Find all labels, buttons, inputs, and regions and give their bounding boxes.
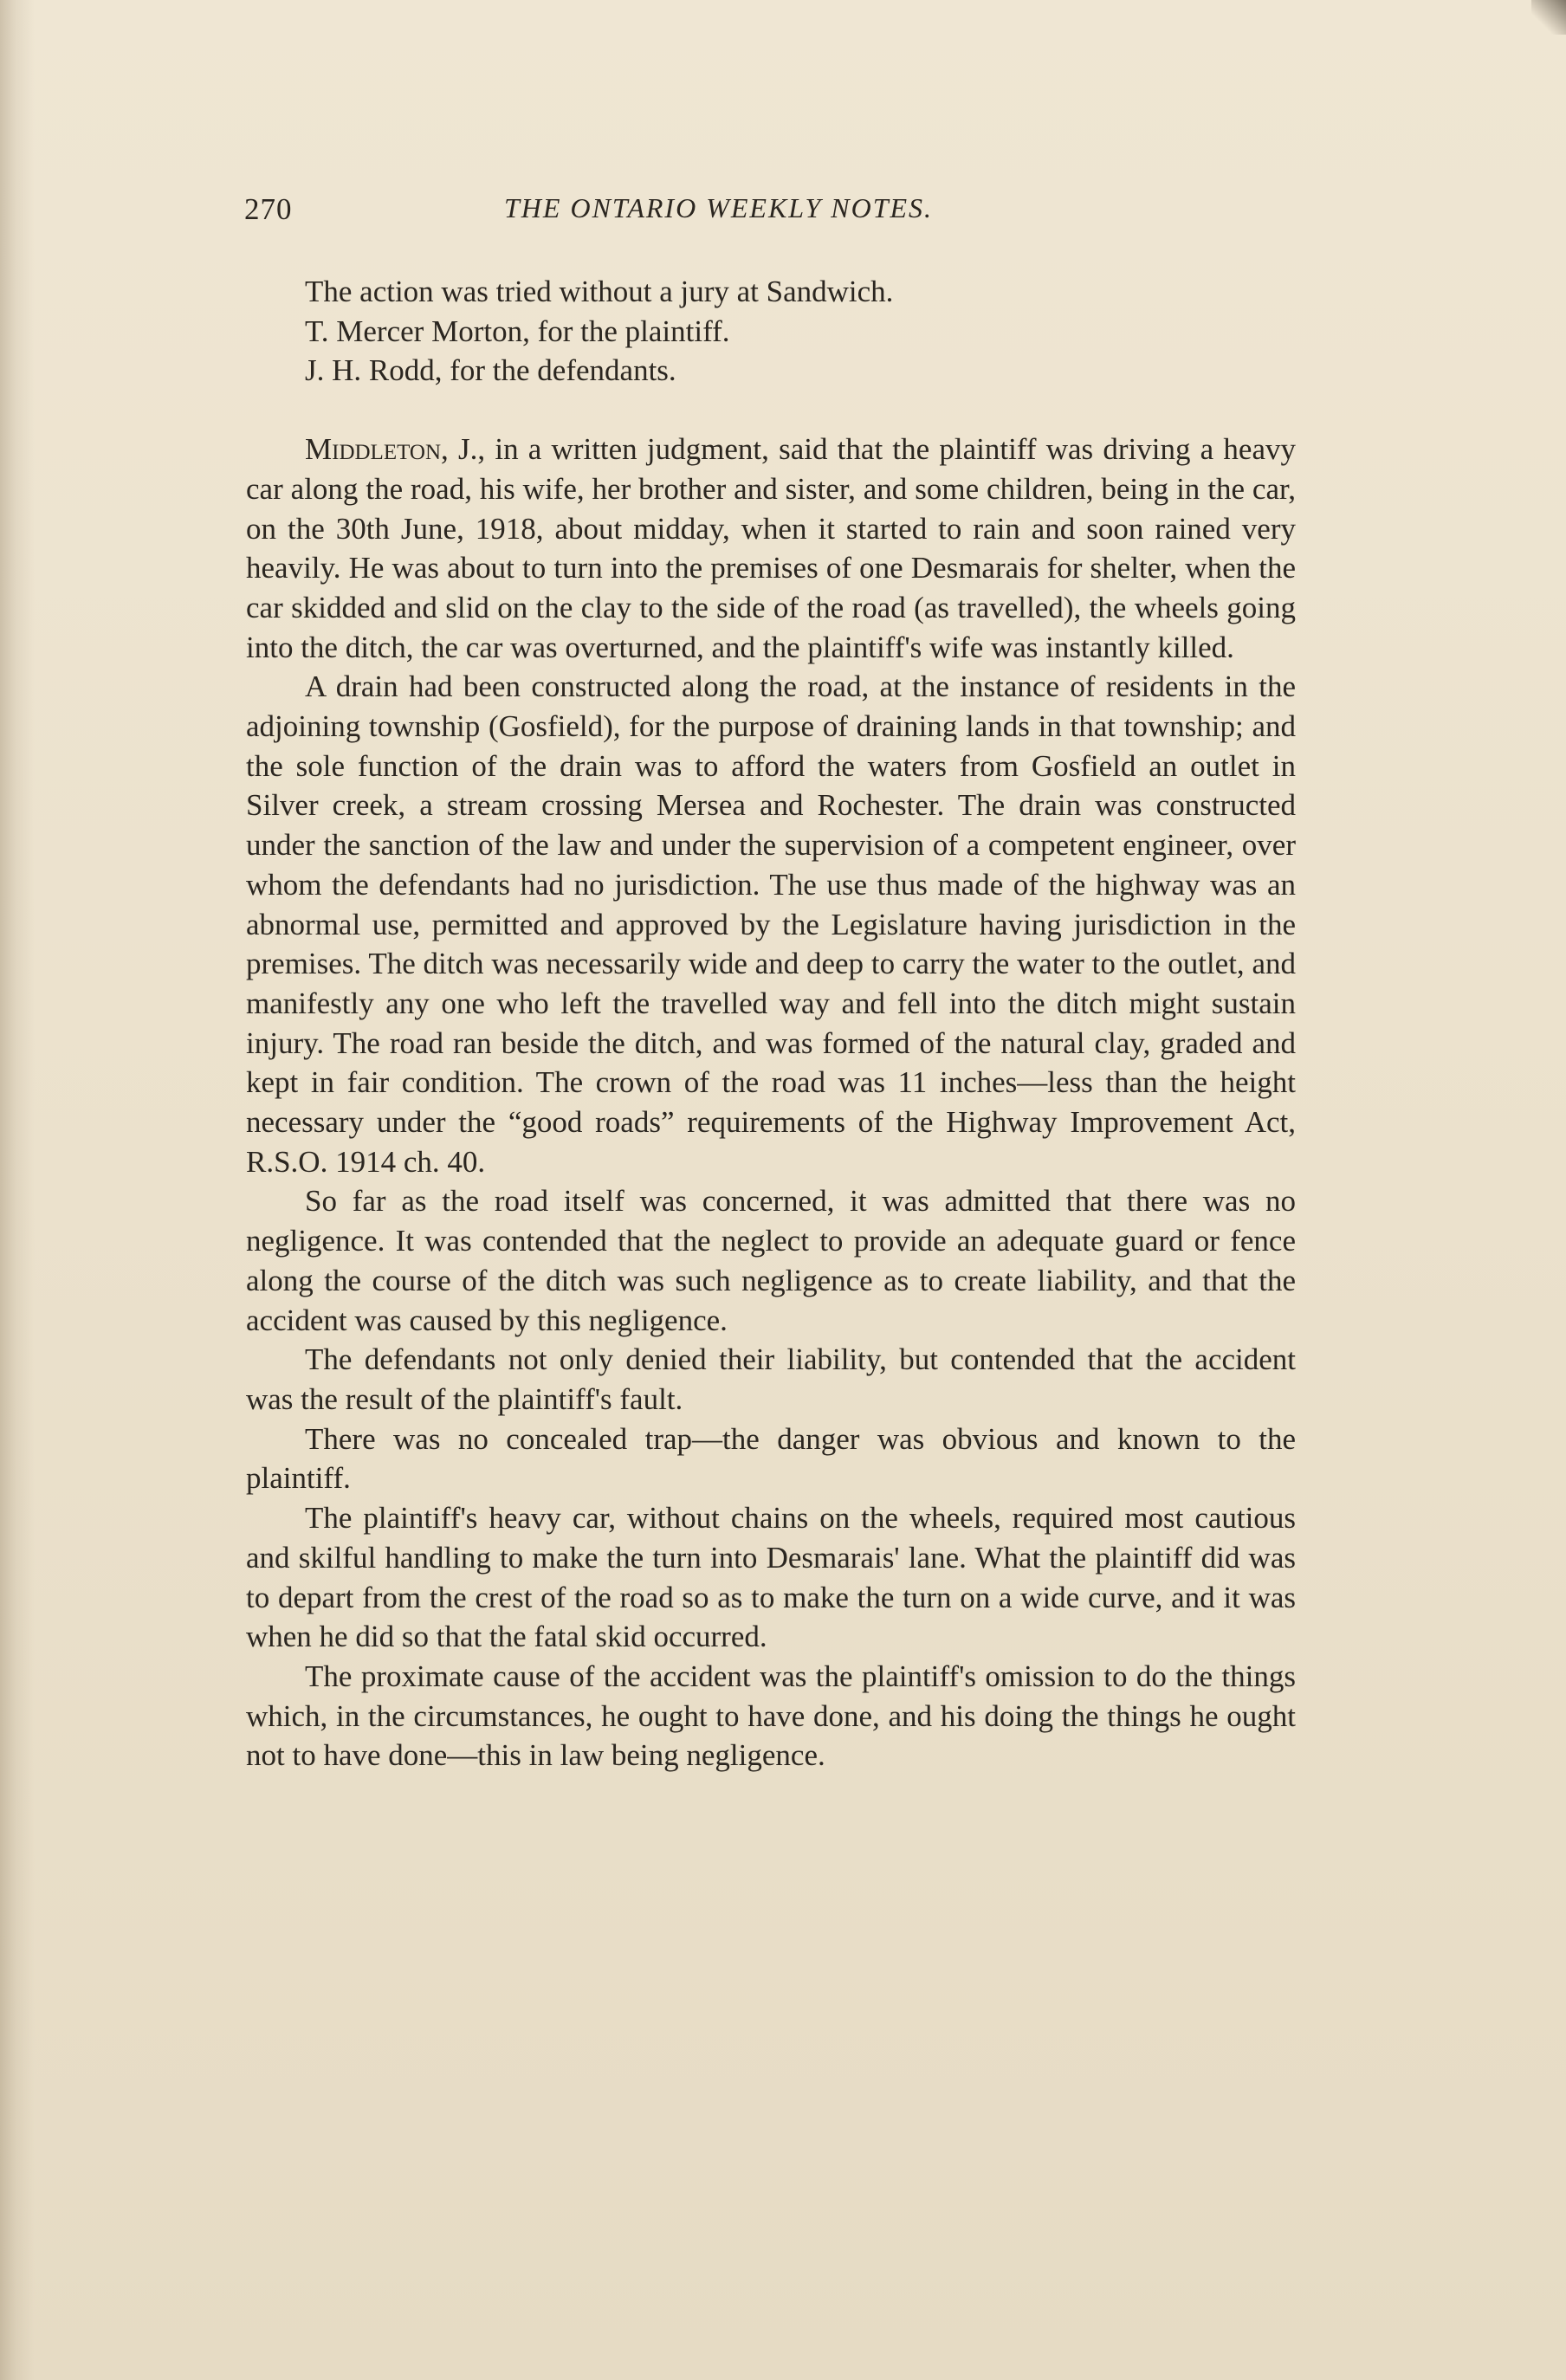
judge-name: Middleton	[305, 432, 442, 467]
paragraph-negligence-claim: So far as the road itself was concerned, it was admitted that there was no negligence. It was contended that the neglect to provide an adequate guard or fence along the course of the ditch was such negligence as to create liability, and that the accident was caused by this negligence.	[246, 1184, 1296, 1337]
paragraph-no-trap: There was no concealed trap—the danger was obvious and known to the plaintiff.	[246, 1421, 1296, 1496]
paragraph-defendant-counsel: J. H. Rodd, for the defendants.	[305, 353, 676, 388]
paragraph-judgment-opening	[246, 430, 1296, 667]
paragraph-heavy-car: The plaintiff's heavy car, without chains on the wheels, required most cautious and skilful handling to make the turn into Desmarais' lane. What the plaintiff did was to depart from the crest of the road so as to make the turn on a wide curve, and it was when he did so that the fatal skid occurred.	[246, 1501, 1296, 1654]
paragraph-defence: The defendants not only denied their liability, but contended that the accident was the result of the plaintiff's fault.	[246, 1342, 1296, 1416]
running-head: THE ONTARIO WEEKLY NOTES.	[504, 192, 934, 223]
body-text	[246, 272, 1296, 1775]
page-number: 270	[244, 192, 293, 226]
paragraph-proximate-cause: The proximate cause of the accident was the plaintiff's omission to do the things which, in the circumstances, he ought to have done, and his doing the things he ought not to have done—this in law being negligence.	[246, 1659, 1296, 1773]
judgment-opening-text: , J., in a written judgment, said that the plaintiff was driving a heavy car along the road, his wife, her brother and sister, and some children, being in the car, on the 30th June, 1918, about midday, when it started to rain and soon rained very heavily. He was about to turn into the premises of one Desmarais for shelter, when the car skidded and slid on the clay to the side of the road (as travelled), the wheels going into the ditch, the car was overturned, and the plaintiff's wife was instantly killed.	[246, 432, 1296, 664]
paragraph-drain: A drain had been constructed along the road, at the instance of residents in the adjoining township (Gosfield), for the purpose of draining lands in that township; and the sole function of the drain was to afford the waters from Gosfield an outlet in Silver creek, a stream crossing Mersea and Rochester. The drain was constructed under the sanction of the law and under the supervision of a competent engineer, over whom the defendants had no jurisdiction. The use thus made of the highway was an abnormal use, permitted and approved by the Legislature having jurisdiction in the premises. The ditch was necessarily wide and deep to carry the water to the outlet, and manifestly any one who left the travelled way and fell into the ditch might sustain injury. The road ran beside the ditch, and was formed of the natural clay, graded and kept in fair condition. The crown of the road was 11 inches—less than the height necessary under the “good roads” requirements of the Highway Improvement Act, R.S.O. 1914 ch. 40.	[246, 669, 1296, 1179]
paragraph-trial-note: The action was tried without a jury at Sandwich.	[305, 275, 894, 308]
paragraph-plaintiff-counsel: T. Mercer Morton, for the plaintiff.	[305, 314, 730, 348]
page-header	[244, 192, 1301, 236]
page-corner-shadow	[1531, 0, 1566, 35]
